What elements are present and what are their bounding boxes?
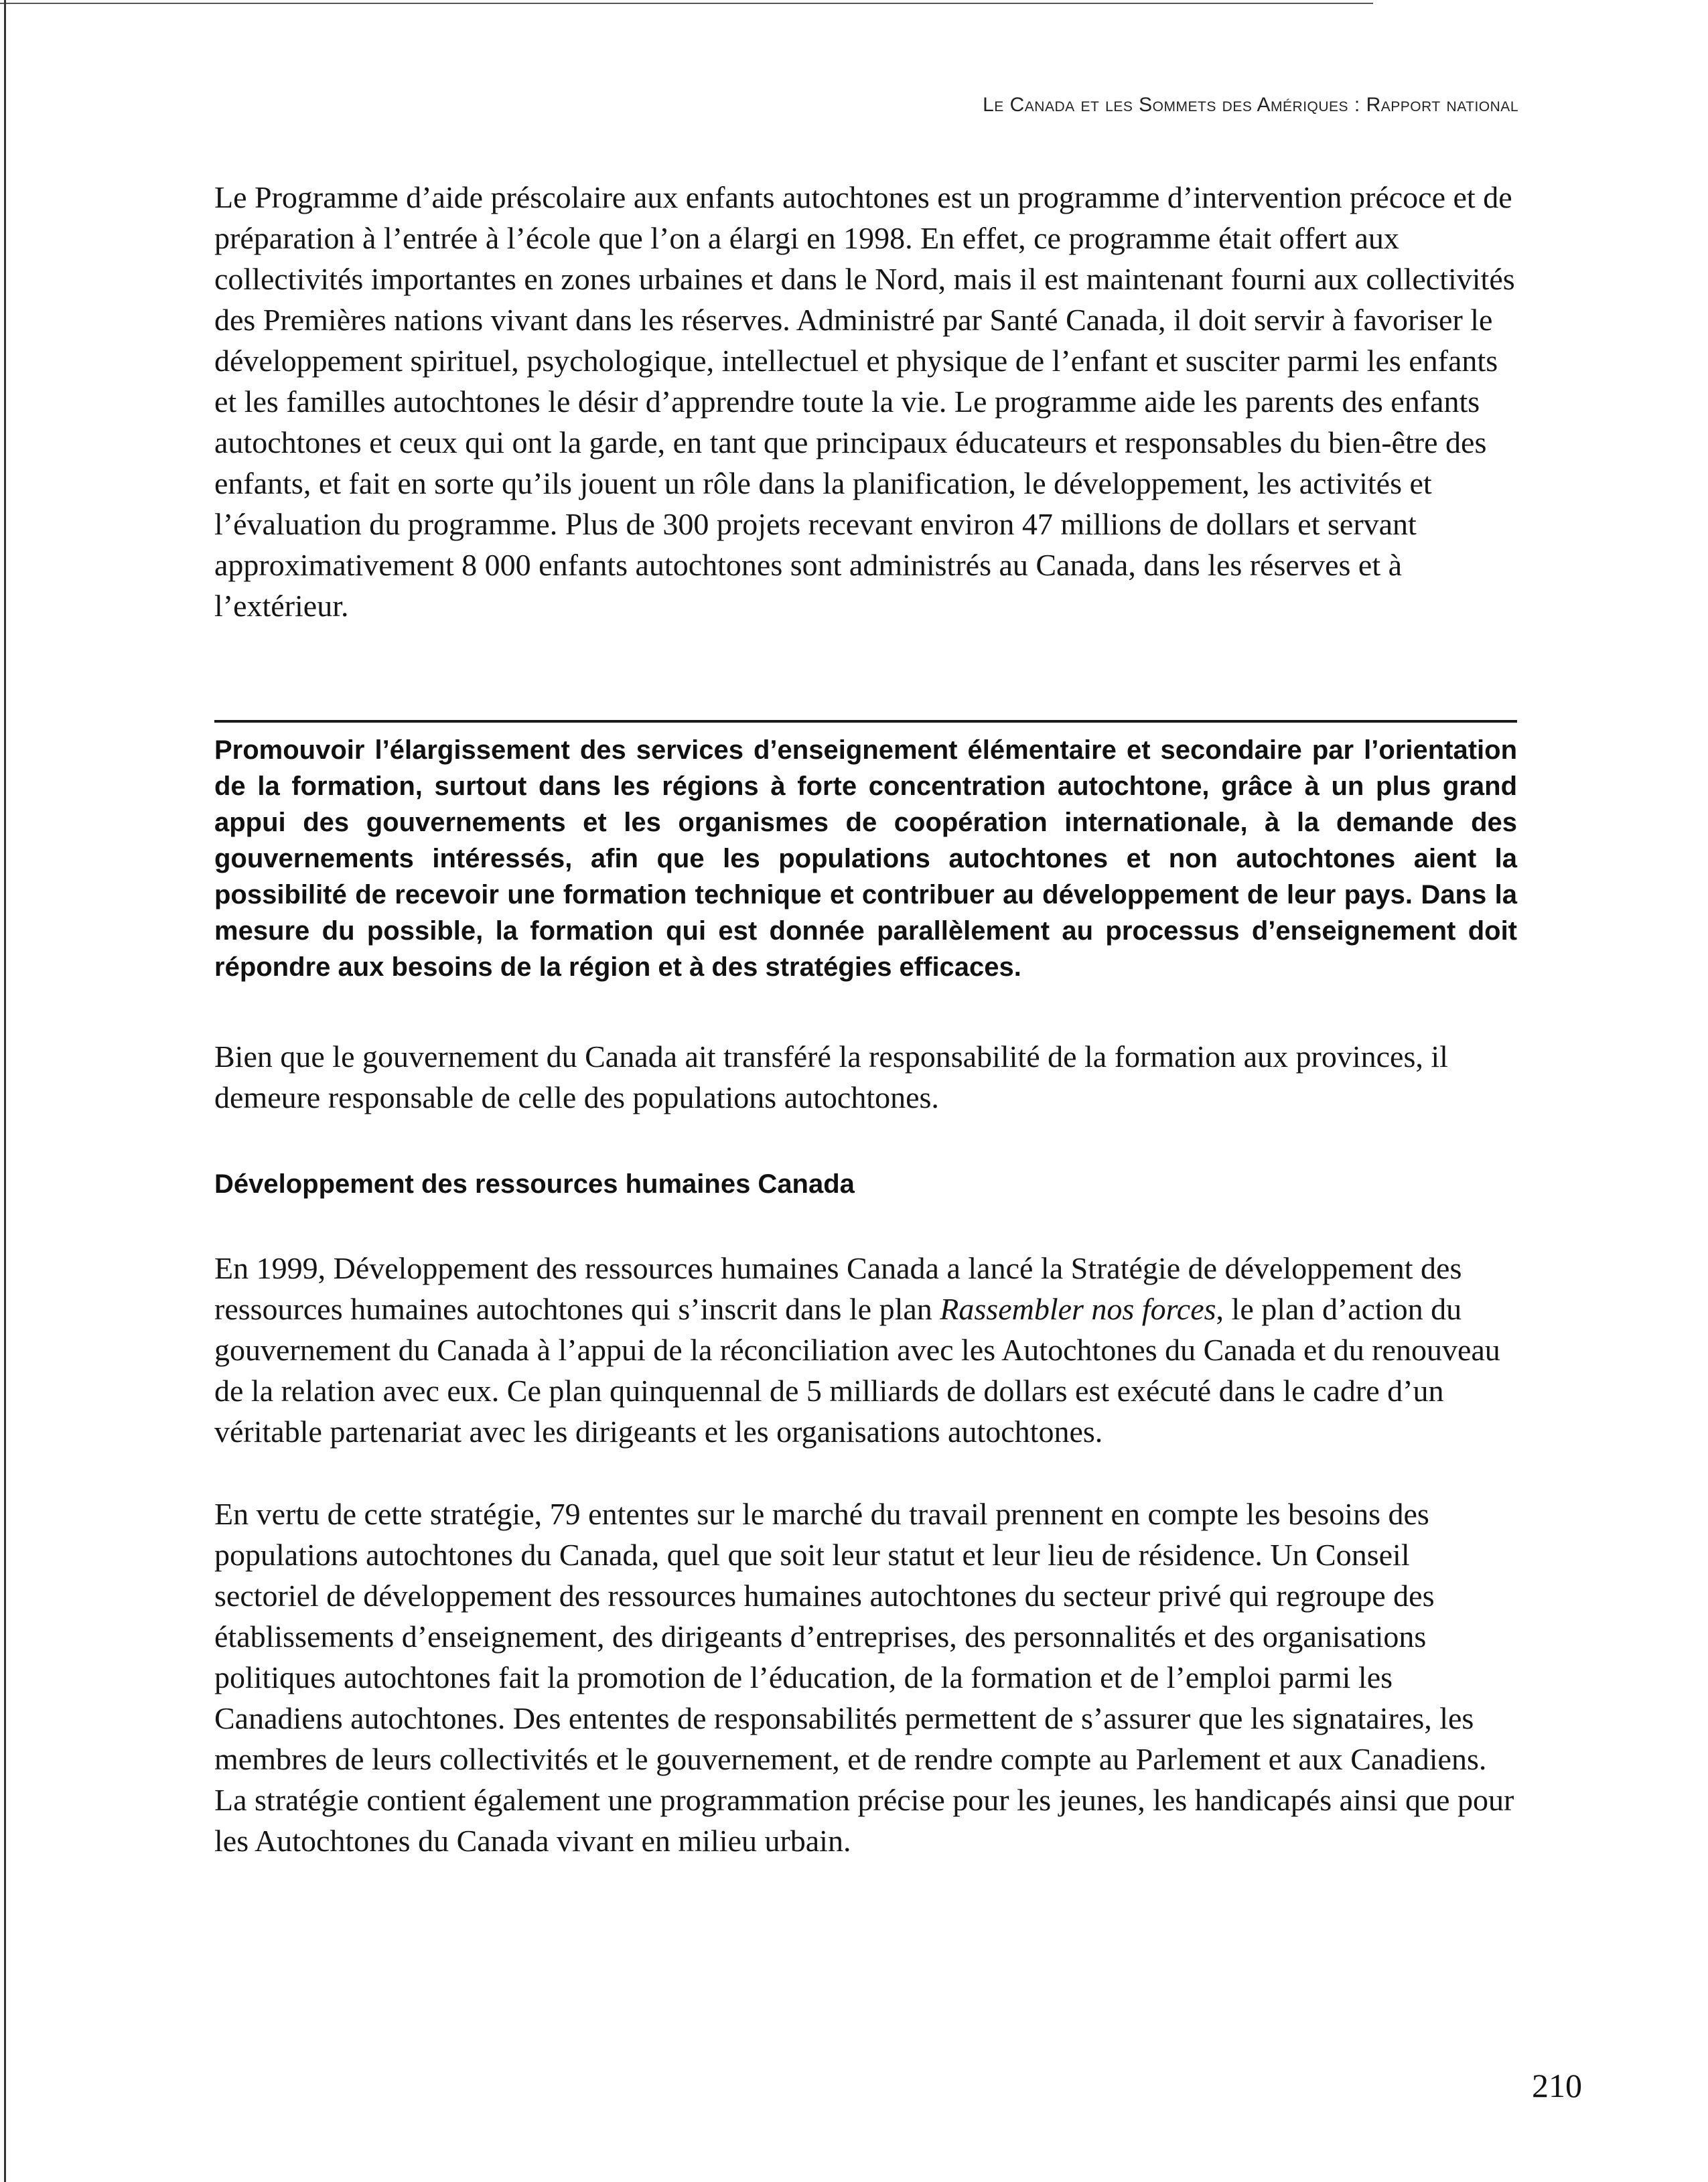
paragraph-training-responsibility: Bien que le gouvernement du Canada ait transféré la responsabilité de la formation aux provinces, il demeure responsable de celle des populations autochtones. <box>214 1039 1448 1114</box>
page-content <box>214 177 1517 1861</box>
section-heading: Développement des ressources humaines Canada <box>214 1169 855 1199</box>
strategy-text-end: , le plan d’action du gouvernement du Canada à l’appui de la réconciliation avec les Autochtones du Canada et du renouveau de la relation avec eux. Ce plan quinquennal de 5 milliards de dollars est exécuté dans le cadre d’un véritable partenariat avec les dirigeants et les organisations autochtones. <box>214 1292 1500 1449</box>
paragraph-labour-agreements: En vertu de cette stratégie, 79 ententes sur le marché du travail prennent en compte les besoins des populations autochtones du Canada, quel que soit leur statut et leur lieu de résidence. Un Conseil sectoriel de développement des ressources humaines autochtones du secteur privé qui regroupe des établissements d’enseignement, des dirigeants d’entreprises, des personnalités et des organisations politiques autochtones fait la promotion de l’éducation, de la formation et de l’emploi parmi les Canadiens autochtones. Des ententes de responsabilités permettent de s’assurer que les signataires, les membres de leurs collectivités et le gouvernement, et de rendre compte au Parlement et aux Canadiens. La stratégie contient également une programmation précise pour les jeunes, les handicapés ainsi que pour les Autochtones du Canada vivant en milieu urbain. <box>214 1497 1514 1858</box>
scan-left-edge <box>4 0 6 2182</box>
page-number: 210 <box>1532 2067 1582 2104</box>
running-header: Le Canada et les Sommets des Amériques : Rapport national <box>983 94 1518 116</box>
plan-title: Rassembler nos forces <box>940 1292 1216 1326</box>
paragraph-preschool-program: Le Programme d’aide préscolaire aux enfants autochtones est un programme d’intervention précoce et de préparation à l’entrée à l’école que l’on a élargi en 1998. En effet, ce programme était offert aux collectivités importantes en zones urbaines et dans le Nord, mais il est maintenant fourni aux collectivités des Premières nations vivant dans les réserves. Administré par Santé Canada, il doit servir à favoriser le développement spirituel, psychologique, intellectuel et physique de l’enfant et susciter parmi les enfants et les familles autochtones le désir d’apprendre toute la vie. Le programme aide les parents des enfants autochtones et ceux qui ont la garde, en tant que principaux éducateurs et responsables du bien-être des enfants, et fait en sorte qu’ils jouent un rôle dans la planification, le développement, les activités et l’évaluation du programme. Plus de 300 projets recevant environ 47 millions de dollars et servant approximativement 8 000 enfants autochtones sont administrés au Canada, dans les réserves et à l’extérieur. <box>214 180 1515 623</box>
strategy-text-start: En 1999, Développement des ressources humaines Canada a lancé la Stratégie de développement des ressources humaines autochtones qui s’inscrit dans le plan <box>214 1251 1462 1326</box>
paragraph-strategy <box>214 1248 1517 1452</box>
scan-top-edge <box>0 3 1373 4</box>
section-divider <box>214 720 1517 723</box>
mandate-callout: Promouvoir l’élargissement des services d’enseignement élémentaire et secondaire par l’orientation de la formation, surtout dans les régions à forte concentration autochtone, grâce à un plus grand appui des gouvernements et les organismes de coopération internationale, à la demande des gouvernements intéressés, afin que les populations autochtones et non autochtones aient la possibilité de recevoir une formation technique et contribuer au développement de leur pays. Dans la mesure du possible, la formation qui est donnée parallèlement au processus d’enseignement doit répondre aux besoins de la région et à des stratégies efficaces. <box>214 735 1517 982</box>
